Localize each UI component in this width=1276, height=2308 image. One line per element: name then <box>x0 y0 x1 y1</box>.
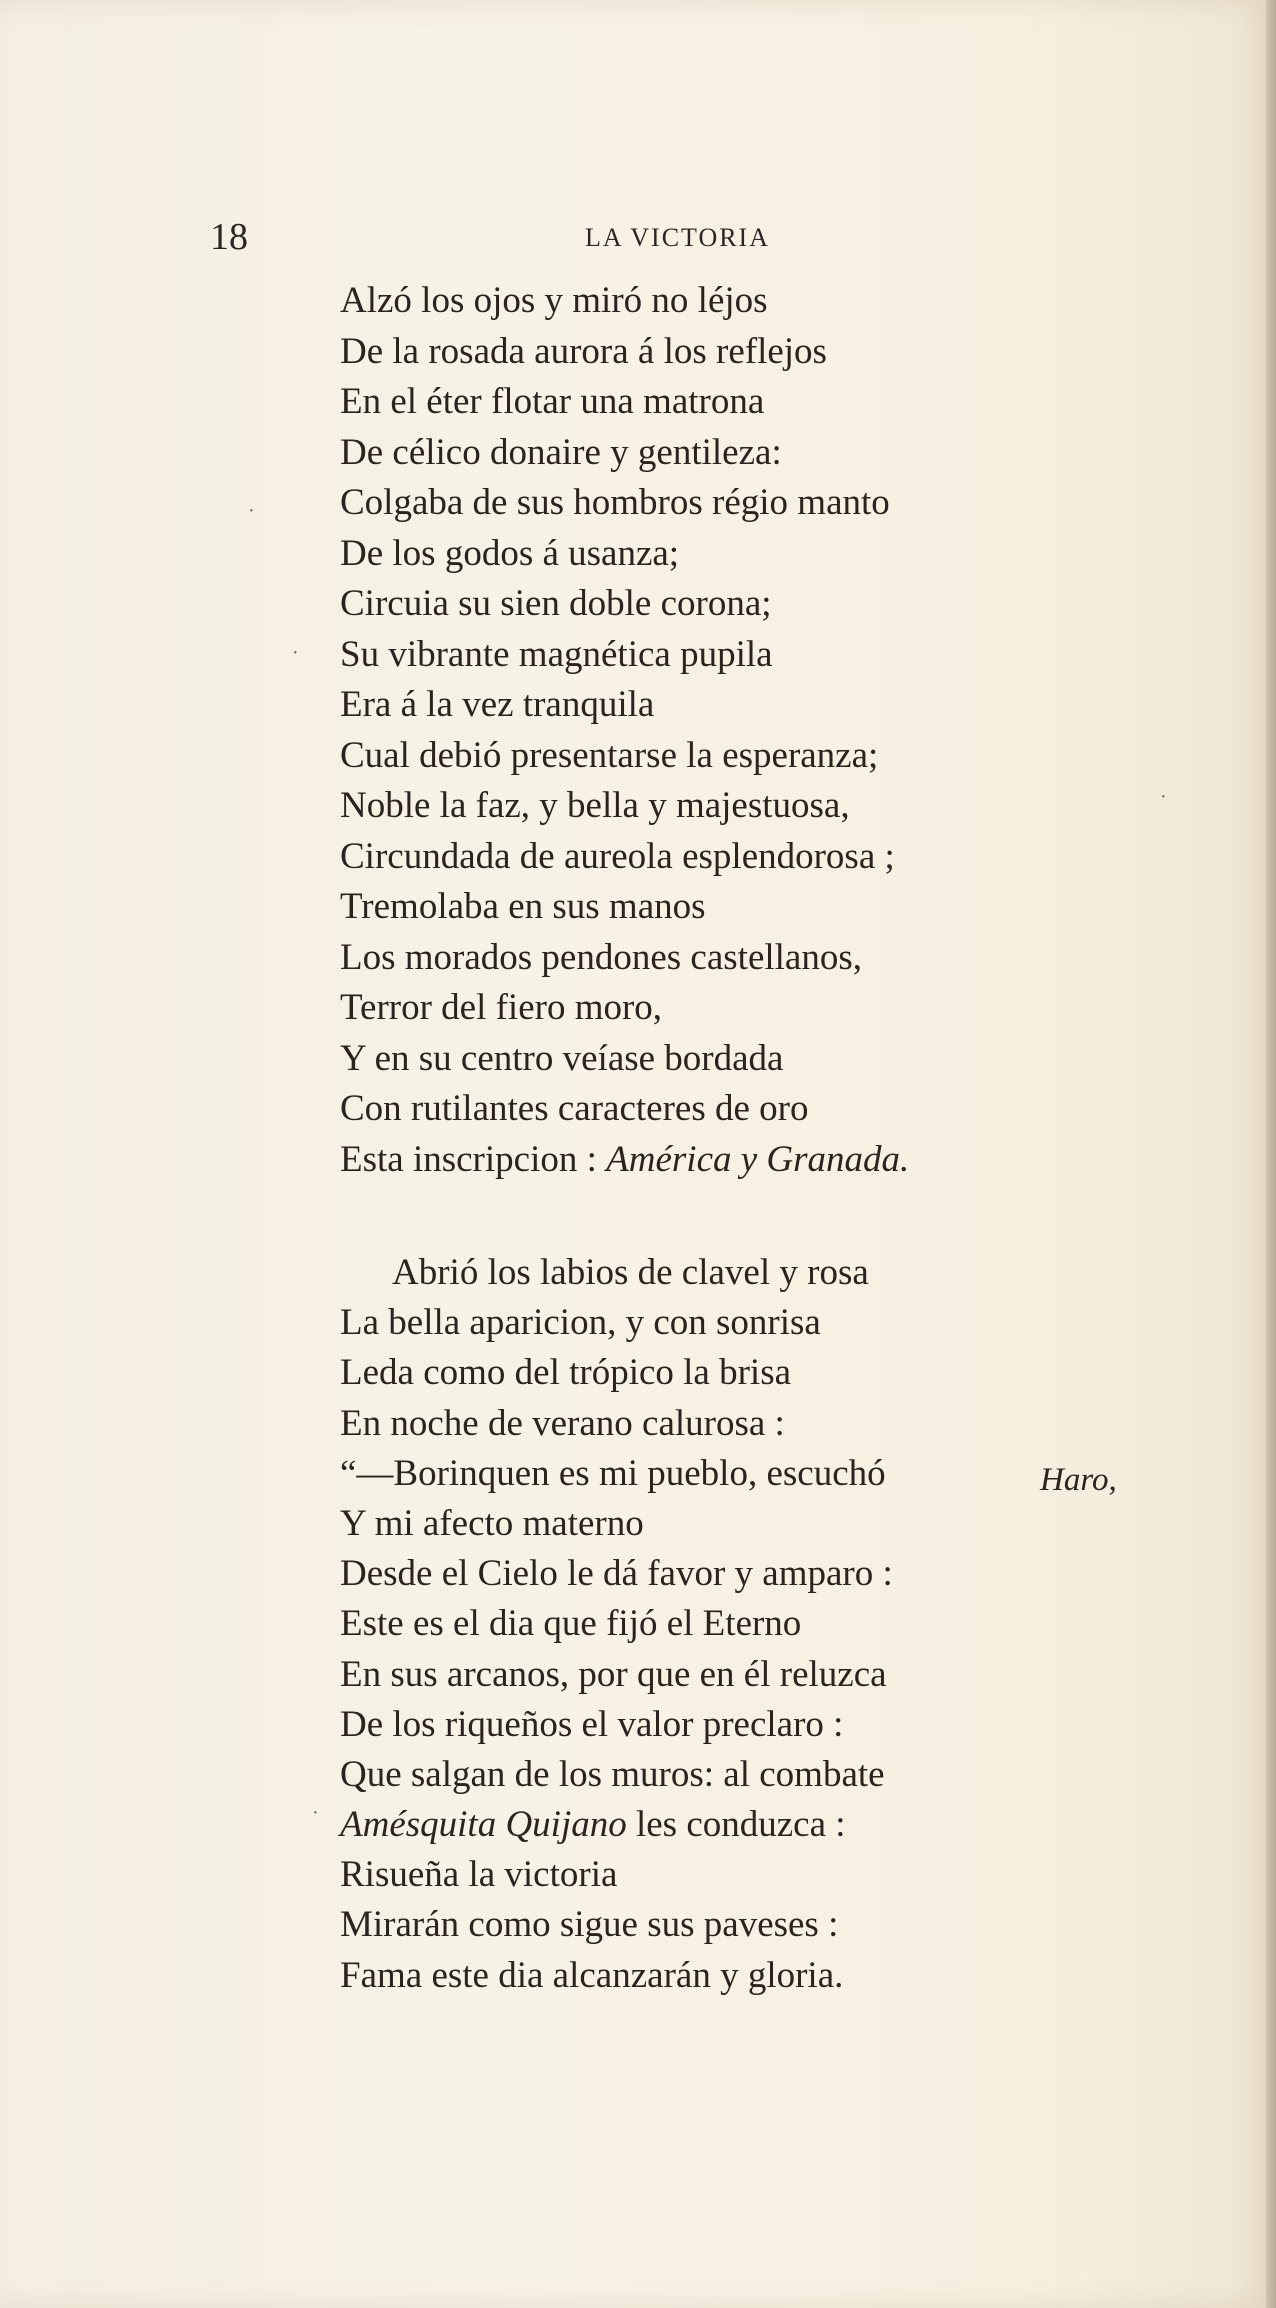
overflow-word-haro: Haro, <box>1040 1462 1117 1498</box>
verse-line: Colgaba de sus hombros régio manto <box>340 482 890 523</box>
page-header <box>210 215 970 258</box>
verse-line: Y en su centro veíase bordada <box>340 1037 784 1079</box>
verse-line: Cual debió presentarse la esperanza; <box>340 734 879 776</box>
verse-line: En sus arcanos, por que en él reluzca <box>340 1653 887 1695</box>
verse-line: En noche de verano calurosa : <box>340 1402 785 1444</box>
verse-line: Terror del fiero moro, <box>340 987 663 1028</box>
verse-line: Mirarán como sigue sus paveses : <box>340 1904 839 1946</box>
verse-line: Y mi afecto materno <box>340 1502 644 1544</box>
verse-line: Noble la faz, y bella y majestuosa, <box>340 785 850 826</box>
verse-line: La bella aparicion, y con sonrisa <box>340 1302 821 1344</box>
verse-line: Los morados pendones castellanos, <box>340 936 862 978</box>
verse-line-inscription <box>340 1135 909 1186</box>
verse-line: Era á la vez tranquila <box>340 684 655 725</box>
verse-line: Alzó los ojos y miró no léjos <box>340 280 768 321</box>
ink-speck: · <box>1160 786 1167 808</box>
italic-names: Amésquita Quijano <box>340 1804 627 1846</box>
ink-speck: · <box>312 1802 319 1824</box>
verse-line: Circundada de aureola esplendorosa ; <box>340 835 895 877</box>
verse-line: Su vibrante magnética pupila <box>340 633 773 675</box>
verse-line: Con rutilantes caracteres de oro <box>340 1088 809 1129</box>
verse-line: Este es el dia que fijó el Eterno <box>340 1603 802 1645</box>
inscription-italic: América y Granada. <box>606 1138 910 1180</box>
stanza-1 <box>340 276 909 1185</box>
verse-line: Tremolaba en sus manos <box>340 886 706 927</box>
ink-speck: · <box>292 642 299 664</box>
verse-line: Que salgan de los muros: al combate <box>340 1753 885 1795</box>
verse-line: “—Borinquen es mi pueblo, escuchó <box>340 1452 886 1494</box>
page-number: 18 <box>210 216 248 258</box>
page-edge <box>1266 0 1276 2308</box>
ink-speck: · <box>248 500 255 522</box>
verse-line: En el éter flotar una matrona <box>340 381 765 422</box>
verse-line: Fama este dia alcanzarán y gloria. <box>340 1954 844 1996</box>
verse-line: Leda como del trópico la brisa <box>340 1352 792 1394</box>
verse-line: Abrió los labios de clavel y rosa <box>392 1252 869 1293</box>
verse-rest: les conduzca : <box>626 1804 846 1846</box>
verse-line: De la rosada aurora á los reflejos <box>340 330 827 372</box>
verse-line: De los godos á usanza; <box>340 532 680 574</box>
verse-line: Risueña la victoria <box>340 1854 618 1896</box>
verse-line: De los riqueños el valor preclaro : <box>340 1703 844 1745</box>
verse-line: Circuia su sien doble corona; <box>340 583 772 624</box>
stanza-2 <box>340 1248 893 2001</box>
inscription-prefix: Esta inscripcion : <box>340 1138 607 1180</box>
verse-line: De célico donaire y gentileza: <box>340 431 782 473</box>
verse-line-mixed <box>340 1800 893 1850</box>
verse-line: Desde el Cielo le dá favor y amparo : <box>340 1553 893 1595</box>
running-title: LA VICTORIA <box>585 223 770 252</box>
